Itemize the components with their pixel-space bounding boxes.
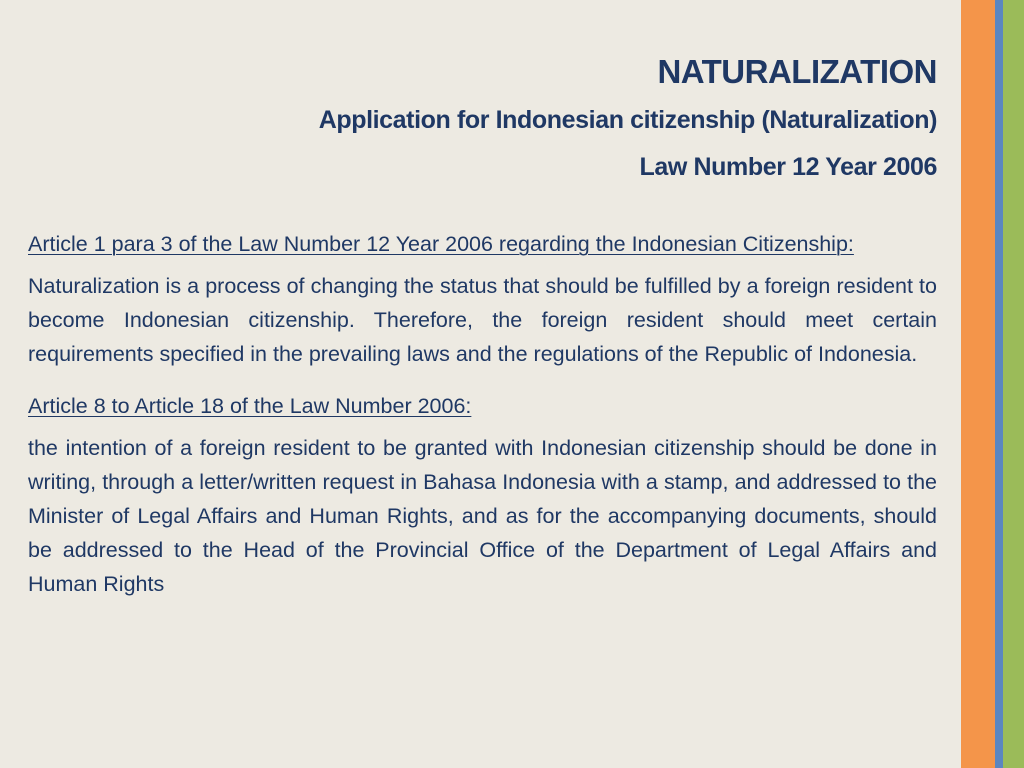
slide-subtitle: Application for Indonesian citizenship (Naturalization) [318,106,937,134]
section-spacer [28,371,937,389]
decorative-stripe-orange [961,0,995,768]
slide-content [28,227,937,601]
slide-header [37,50,937,183]
article-8-heading: Article 8 to Article 18 of the Law Number 2006: [28,394,472,418]
law-reference: Law Number 12 Year 2006 [639,153,937,181]
article-1-body: Naturalization is a process of changing the status that should be fulfilled by a foreign resident to become Indonesian citizenship. Therefore, the foreign resident should meet certain requirements specified in the prevailing laws and the regulations of the Republic of Indonesia. [28,274,937,366]
article-8-body: the intention of a foreign resident to be granted with Indonesian citizenship should be done in writing, through a letter/written request in Bahasa Indonesia with a stamp, and addressed to the Minister of Legal Affairs and Human Rights, and as for the accompanying documents, should be addressed to the Head of the Provincial Office of the Department of Legal Affairs and Human Rights [28,436,937,596]
decorative-stripe-green [1003,0,1024,768]
slide-title: NATURALIZATION [657,53,937,90]
article-1-heading: Article 1 para 3 of the Law Number 12 Year 2006 regarding the Indonesian Citizenship: [28,232,854,256]
decorative-stripe-blue [995,0,1003,768]
